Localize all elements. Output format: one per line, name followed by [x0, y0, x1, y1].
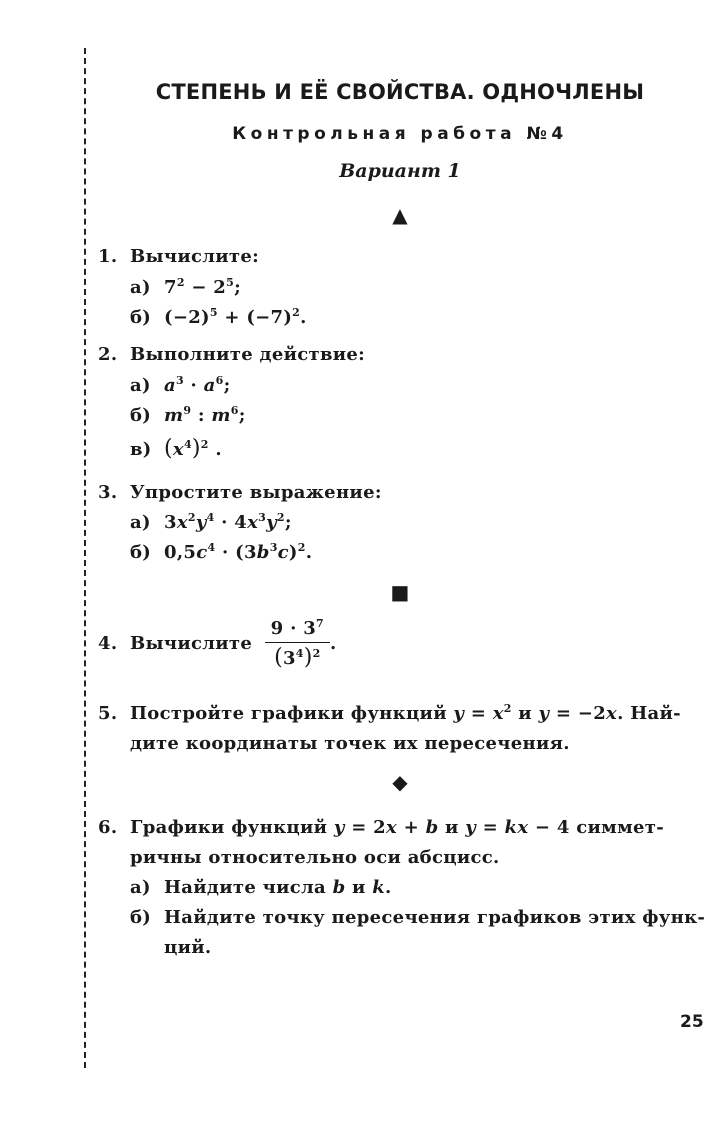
problem-2: 2. Выполните действие:	[98, 344, 366, 365]
problem-6-line2: ричны относительно оси абсцисс.	[130, 847, 500, 868]
expression: $7^2 - 2^5$;	[164, 276, 242, 298]
page-number: 25	[680, 1012, 704, 1032]
problem-3a: а) $3x^2y^4 \cdot 4x^3y^2$;	[130, 511, 292, 533]
diamond-icon: ◆	[392, 770, 408, 794]
cut-line	[84, 48, 86, 1068]
problem-text: Вычислите:	[130, 246, 260, 267]
expression: $3x^2y^4 \cdot 4x^3y^2$;	[164, 511, 292, 533]
expression: $0,5c^4 \cdot (3b^3c)^2$.	[164, 541, 313, 563]
problem-6b: б) Найдите точку пересечения графиков этих функ-	[130, 907, 706, 928]
fraction: $\frac{9 \cdot 3^7}{(3^4)^2}$	[265, 618, 330, 670]
test-subtitle: Контрольная работа №4	[232, 124, 568, 144]
problem-number: 1.	[98, 246, 118, 267]
variant-label: Вариант 1	[339, 160, 461, 182]
expression: $a^3 \cdot a^6$;	[164, 374, 231, 396]
problem-4: 4. Вычислите $\frac{9 \cdot 3^7}{(3^4)^2}$ .	[98, 617, 337, 670]
expression: $m^9$ : $m^6$;	[164, 404, 246, 426]
expression: $(-2)^5 + (-7)^2$.	[164, 306, 307, 328]
expression: $(x^4)^2$ .	[164, 436, 222, 461]
problem-1b: б) $(-2)^5 + (-7)^2$.	[130, 306, 307, 328]
page-title: СТЕПЕНЬ И ЕЁ СВОЙСТВА. ОДНОЧЛЕНЫ	[155, 80, 645, 104]
problem-1	[98, 246, 259, 267]
problem-6a: а) Найдите числа b и k.	[130, 877, 392, 898]
problem-3: 3. Упростите выражение:	[98, 482, 382, 503]
problem-5: 5. Постройте графики функций $y = x^2$ и y = −2x. Най-	[98, 702, 681, 724]
problem-2b: б) $m^9$ : $m^6$;	[130, 404, 246, 426]
problem-1a: а) $7^2 - 2^5$;	[130, 276, 242, 298]
triangle-icon: ▲	[392, 203, 408, 227]
problem-5-line2: дите координаты точек их пересечения.	[130, 733, 570, 754]
problem-3b: б) $0,5c^4 \cdot (3b^3c)^2$.	[130, 541, 313, 563]
problem-6b-line2: ций.	[164, 937, 212, 958]
problem-2a: а) $a^3 \cdot a^6$;	[130, 374, 231, 396]
problem-6: 6. Графики функций y = 2x + b и y = kx − 4 симмет-	[98, 817, 665, 838]
square-icon: ■	[390, 580, 410, 604]
problem-2c: в) $(x^4)^2$ .	[130, 436, 222, 461]
